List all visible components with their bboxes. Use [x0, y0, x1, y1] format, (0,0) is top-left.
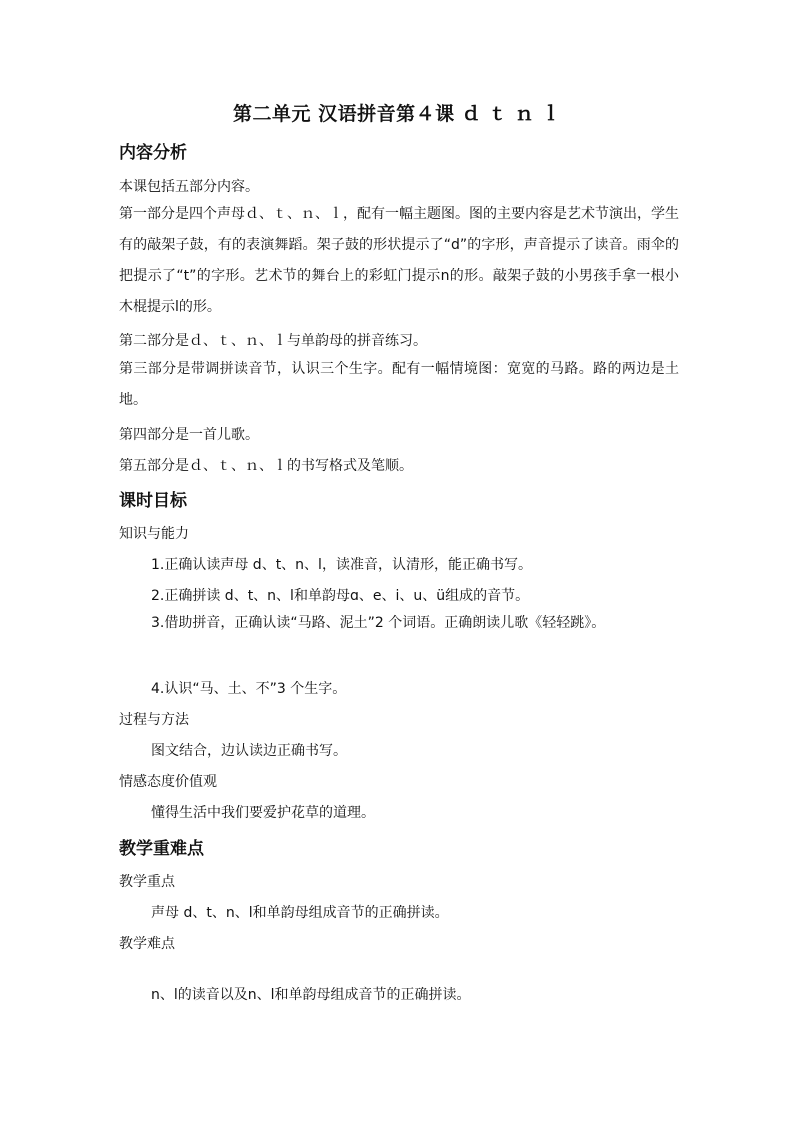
goal-knowledge-4: 4.认识“马、土、不”3 个生字。	[151, 681, 347, 697]
analysis-part3: 第三部分是带调拼读音节，认识三个生字。配有一幅情境图：宽宽的马路。路的两边是土地。	[119, 361, 679, 408]
keypoints-focus-heading: 教学重点	[119, 874, 175, 890]
analysis-part5: 第五部分是ｄ、ｔ、ｎ、ｌ的书写格式及笔顺。	[119, 458, 413, 474]
keypoints-difficulty-heading: 教学难点	[119, 936, 175, 952]
analysis-part2: 第二部分是ｄ、ｔ、ｎ、ｌ与单韵母的拼音练习。	[119, 333, 427, 349]
section-heading-lesson-goals: 课时目标	[119, 491, 187, 511]
goals-emotion-text: 懂得生活中我们要爱护花草的道理。	[151, 805, 375, 821]
goals-knowledge-heading: 知识与能力	[119, 526, 189, 542]
section-heading-key-points: 教学重难点	[119, 839, 204, 859]
document-title: 第二单元 汉语拼音第４课 ｄ ｔ ｎ ｌ	[232, 103, 562, 125]
goals-emotion-heading: 情感态度价值观	[119, 774, 217, 790]
analysis-intro: 本课包括五部分内容。	[119, 179, 259, 195]
analysis-part1: 第一部分是四个声母ｄ、ｔ、ｎ、ｌ，配有一幅主题图。图的主要内容是艺术节演出，学生有的敲架子鼓，有的表演舞蹈。架子鼓的形状提示了“d”的字形，声音提示了读音。雨伞的把提示了“t”的字形。艺术节的舞台上的彩虹门提示n的形。敲架子鼓的小男孩手拿一根小木棍提示l的形。	[119, 206, 679, 315]
goals-process-text: 图文结合，边认读边正确书写。	[151, 743, 347, 759]
keypoints-focus-text: 声母 d、t、n、l和单韵母组成音节的正确拼读。	[151, 905, 449, 921]
goal-knowledge-3: 3.借助拼音，正确认读“马路、泥土”2 个词语。正确朗读儿歌《轻轻跳》。	[151, 615, 606, 631]
section-heading-content-analysis: 内容分析	[119, 143, 187, 163]
analysis-part4: 第四部分是一首儿歌。	[119, 427, 259, 443]
goal-knowledge-2: 2.正确拼读 d、t、n、l和单韵母ɑ、e、i、u、ü组成的音节。	[151, 588, 530, 604]
keypoints-difficulty-text: n、l的读音以及n、l和单韵母组成音节的正确拼读。	[151, 987, 471, 1003]
goals-process-heading: 过程与方法	[119, 712, 189, 728]
goal-knowledge-1: 1.正确认读声母 d、t、n、l，读准音，认清形，能正确书写。	[151, 557, 532, 573]
